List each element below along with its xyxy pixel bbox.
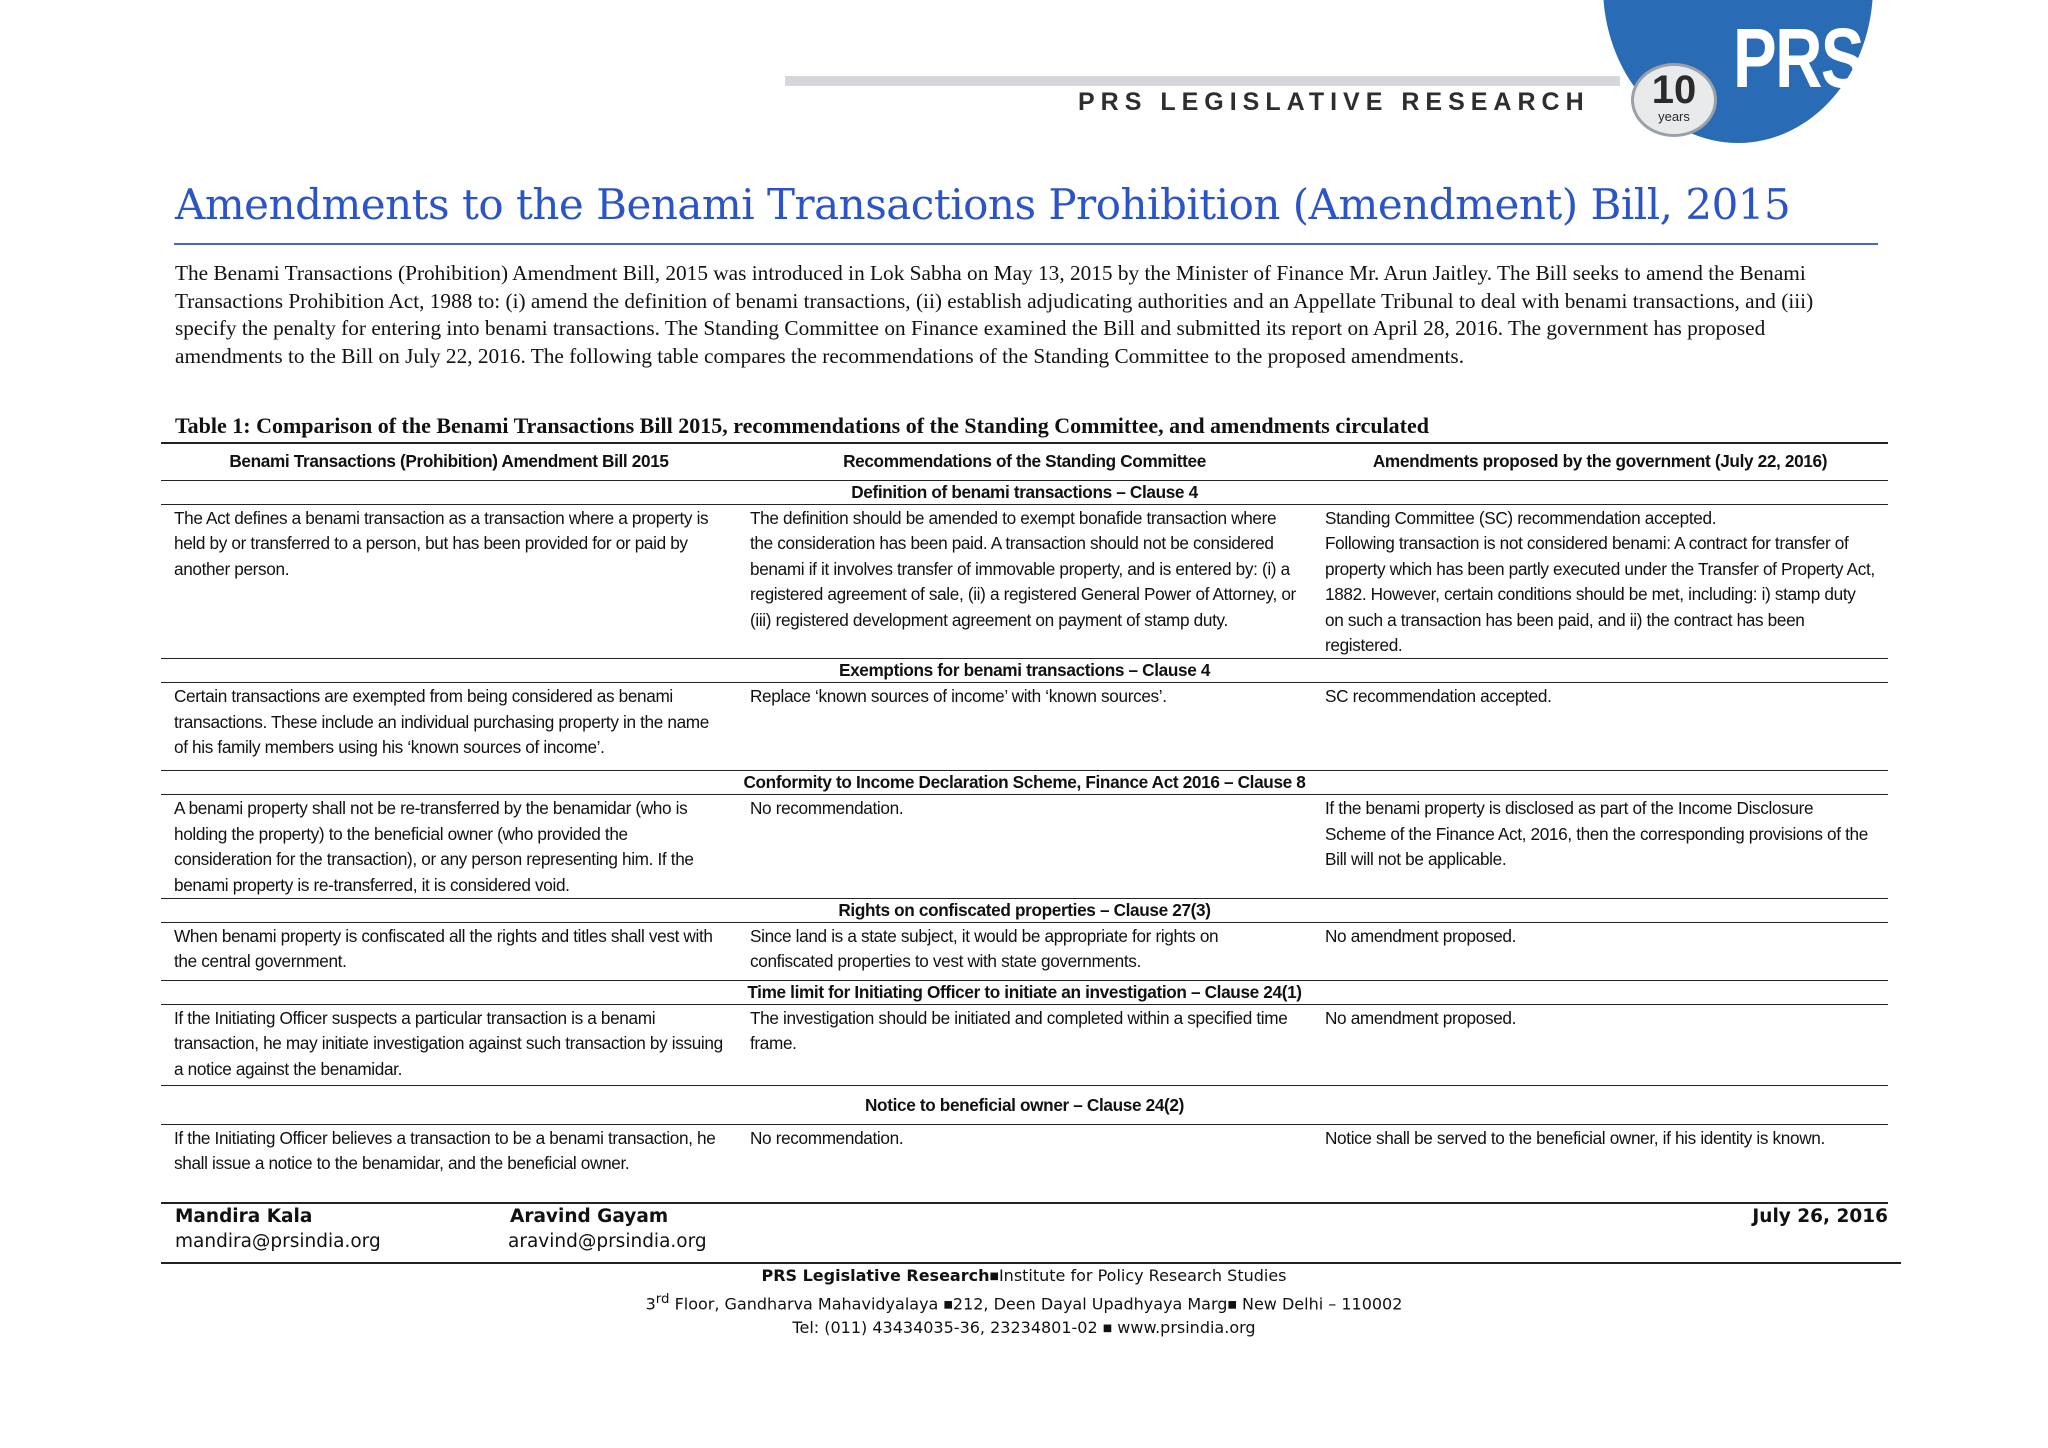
table-cell: Replace ‘known sources of income’ with ‘known sources’. <box>750 686 1167 707</box>
author-email[interactable]: aravind@prsindia.org <box>508 1231 707 1252</box>
footer-floor-number: 3 <box>645 1294 656 1314</box>
separator-square: ■ <box>1227 1299 1237 1311</box>
table-row <box>161 683 1888 771</box>
footer-org: PRS Legislative Research <box>761 1266 990 1285</box>
document-title: Amendments to the Benami Transactions Prohibition (Amendment) Bill, 2015 <box>175 180 1791 229</box>
table-cell: If the Initiating Officer believes a transaction to be a benami transaction, he shall issue a notice to the benamidar, and the beneficial owner. <box>161 1125 737 1203</box>
table-row <box>161 505 1888 659</box>
footer-date: July 26, 2016 <box>1752 1206 1888 1227</box>
section-row <box>161 659 1888 683</box>
section-row <box>161 481 1888 505</box>
section-row <box>161 899 1888 923</box>
table-cell: The Act defines a benami transaction as a transaction where a property is held by or transferred to a person, but has been provided for or paid by another person. <box>174 508 709 579</box>
table-cell: A benami property shall not be re-transferred by the benamidar (who is holding the property) to the beneficial owner (who provided the consideration for the transaction), or any person representing him. If the benami property is re-transferred, it is considered void. <box>174 798 694 895</box>
footer-floor-suffix: rd <box>655 1292 670 1307</box>
section-title: Notice to beneficial owner – Clause 24(2) <box>161 1086 1888 1125</box>
table-row <box>161 1005 1888 1086</box>
table-cell: Notice shall be served to the beneficial owner, if his identity is known. <box>1312 1125 1888 1203</box>
table-cell: No recommendation. <box>737 1125 1312 1203</box>
title-underline <box>174 243 1878 245</box>
author-email[interactable]: mandira@prsindia.org <box>175 1231 381 1252</box>
header-rule <box>785 76 1620 86</box>
table-cell: Since land is a state subject, it would be appropriate for rights on confiscated properties to vest with state governments. <box>750 926 1219 972</box>
table-cell: The definition should be amended to exempt bonafide transaction where the consideration has been paid. A transaction should not be considered benami if it involves transfer of immovable property, and is entered by: (i) a registered agreement of sale, (ii) a registered General Power of Attorney, or (iii) registered development agreement on payment of stamp duty. <box>750 508 1296 630</box>
table-cell: If the Initiating Officer suspects a particular transaction is a benami transaction, he may initiate investigation against such transaction by issuing a notice against the benamidar. <box>174 1008 723 1079</box>
author-name: Mandira Kala <box>175 1206 313 1227</box>
table-cell: No amendment proposed. <box>1325 1008 1517 1029</box>
section-row <box>161 1086 1888 1125</box>
footer-address-part: New Delhi – 110002 <box>1236 1294 1403 1314</box>
badge-number: 10 <box>1651 68 1697 112</box>
footer-address-block <box>0 1264 2048 1340</box>
badge-word: years <box>1658 109 1690 124</box>
table-cell: No recommendation. <box>750 798 904 819</box>
section-title: Exemptions for benami transactions – Clause 4 <box>161 659 1888 683</box>
table-caption: Table 1: Comparison of the Benami Transactions Bill 2015, recommendations of the Standing Committee, and amendments circulated <box>175 413 1430 438</box>
table-row <box>161 1125 1888 1203</box>
column-header-bill: Benami Transactions (Prohibition) Amendment Bill 2015 <box>161 443 737 481</box>
ten-years-badge <box>1631 63 1717 137</box>
header-brand: PRS LEGISLATIVE RESEARCH <box>1078 88 1590 116</box>
section-row <box>161 981 1888 1005</box>
section-title: Rights on confiscated properties – Clause 27(3) <box>161 899 1888 923</box>
section-title: Time limit for Initiating Officer to initiate an investigation – Clause 24(1) <box>161 981 1888 1005</box>
table-cell: The investigation should be initiated and completed within a specified time frame. <box>750 1008 1288 1054</box>
separator-square: ■ <box>989 1271 999 1282</box>
footer-institute: Institute for Policy Research Studies <box>998 1266 1287 1285</box>
table-cell: No amendment proposed. <box>1325 926 1517 947</box>
footer-tel: Tel: (011) 43434035-36, 23234801-02 <box>792 1318 1103 1338</box>
column-header-committee: Recommendations of the Standing Committee <box>737 443 1312 481</box>
footer-contact-line <box>0 1316 2048 1340</box>
footer-org-line <box>0 1264 2048 1288</box>
table-cell: Standing Committee (SC) recommendation accepted. Following transaction is not considered benami: A contract for transfer of property which has been partly executed under the Transfer of Property Act, 1882. However, certain conditions should be met, including: i) stamp duty on such a transaction has been paid, and ii) the contract has been registered. <box>1325 508 1875 656</box>
table-header-row <box>161 443 1888 481</box>
table-row <box>161 923 1888 981</box>
table-cell: SC recommendation accepted. <box>1325 686 1552 707</box>
intro-paragraph: The Benami Transactions (Prohibition) Amendment Bill, 2015 was introduced in Lok Sabha on May 13, 2015 by the Minister of Finance Mr. Arun Jaitley. The Bill seeks to amend the Benami Transactions Prohibition Act, 1988 to: (i) amend the definition of benami transactions, (ii) establish adjudicating authorities and an Appellate Tribunal to deal with benami transactions, and (iii) specify the penalty for entering into benami transactions. The Standing Committee on Finance examined the Bill and submitted its report on April 28, 2016. The government has proposed amendments to the Bill on July 22, 2016. The following table compares the recommendations of the Standing Committee to the proposed amendments. <box>175 261 1814 368</box>
table-cell: When benami property is confiscated all the rights and titles shall vest with the central government. <box>174 926 713 972</box>
table-cell: If the benami property is disclosed as part of the Income Disclosure Scheme of the Finance Act, 2016, then the corresponding provisions of the Bill will not be applicable. <box>1325 798 1868 870</box>
column-header-amendments: Amendments proposed by the government (July 22, 2016) <box>1312 443 1888 481</box>
separator-square: ■ <box>943 1299 953 1311</box>
footer-website[interactable]: www.prsindia.org <box>1112 1318 1256 1338</box>
author-name: Aravind Gayam <box>510 1206 669 1227</box>
section-row <box>161 771 1888 795</box>
comparison-table <box>161 442 1888 1204</box>
table-row <box>161 795 1888 899</box>
footer-address-part: 212, Deen Dayal Upadhyaya Marg <box>952 1294 1228 1314</box>
footer-address-line <box>0 1288 2048 1316</box>
footer-address-part: Floor, Gandharva Mahavidyalaya <box>669 1294 944 1314</box>
table-cell: Certain transactions are exempted from being considered as benami transactions. These include an individual purchasing property in the name of his family members using his ‘known sources of income’. <box>174 686 709 758</box>
separator-square: ■ <box>1102 1323 1113 1335</box>
prs-logo-text: PRS <box>1733 11 1864 105</box>
section-title: Conformity to Income Declaration Scheme, Finance Act 2016 – Clause 8 <box>161 771 1888 795</box>
section-title: Definition of benami transactions – Clause 4 <box>161 481 1888 505</box>
